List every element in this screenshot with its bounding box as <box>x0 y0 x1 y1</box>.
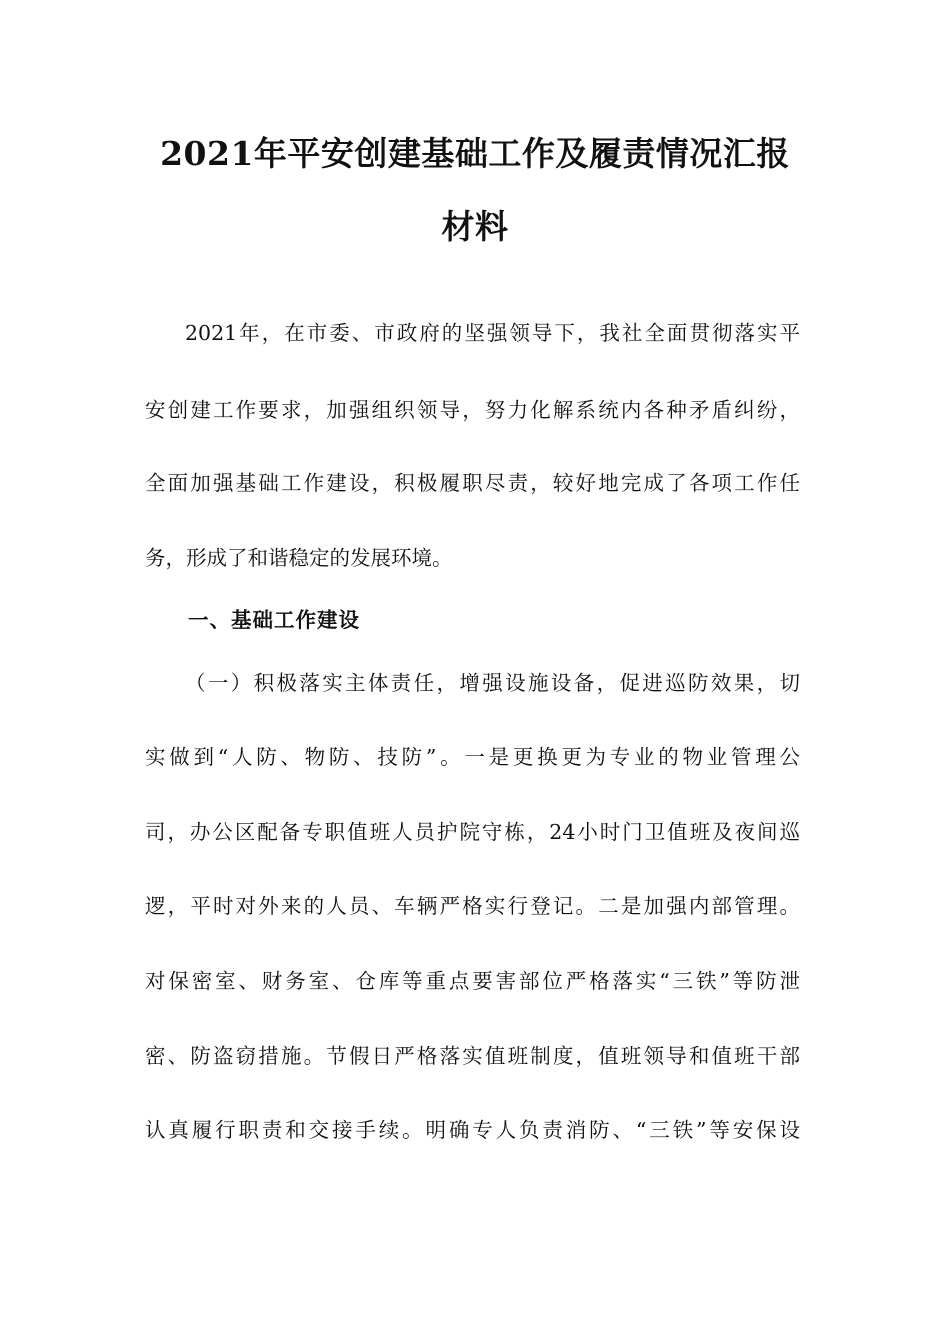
section-paragraph-line: 认真履行职责和交接手续。明确专人负责消防、“三铁”等安保设 <box>145 1118 800 1142</box>
intro-paragraph-line: 2021年，在市委、市政府的坚强领导下，我社全面贯彻落实平 <box>185 321 800 345</box>
section-paragraph-line: （一）积极落实主体责任，增强设施设备，促进巡防效果，切 <box>185 671 800 695</box>
section-heading: 一、基础工作建设 <box>188 608 360 632</box>
section-paragraph-line: 实做到“人防、物防、技防”。一是更换更为专业的物业管理公 <box>145 745 800 769</box>
section-paragraph-line: 逻，平时对外来的人员、车辆严格实行登记。二是加强内部管理。 <box>145 894 800 918</box>
document-title-line-2: 材料 <box>441 207 509 246</box>
intro-paragraph-line: 全面加强基础工作建设，积极履职尽责，较好地完成了各项工作任 <box>145 471 800 495</box>
document-title-line-1: 2021年平安创建基础工作及履责情况汇报 <box>160 134 790 173</box>
section-paragraph-line: 密、防盗窃措施。节假日严格落实值班制度，值班领导和值班干部 <box>145 1044 800 1068</box>
intro-paragraph-line: 安创建工作要求，加强组织领导，努力化解系统内各种矛盾纠纷， <box>145 398 800 422</box>
section-paragraph-line: 对保密室、财务室、仓库等重点要害部位严格落实“三铁”等防泄 <box>145 969 800 993</box>
section-paragraph-line: 司，办公区配备专职值班人员护院守栋，24小时门卫值班及夜间巡 <box>145 820 800 844</box>
intro-paragraph-line: 务，形成了和谐稳定的发展环境。 <box>145 546 453 570</box>
